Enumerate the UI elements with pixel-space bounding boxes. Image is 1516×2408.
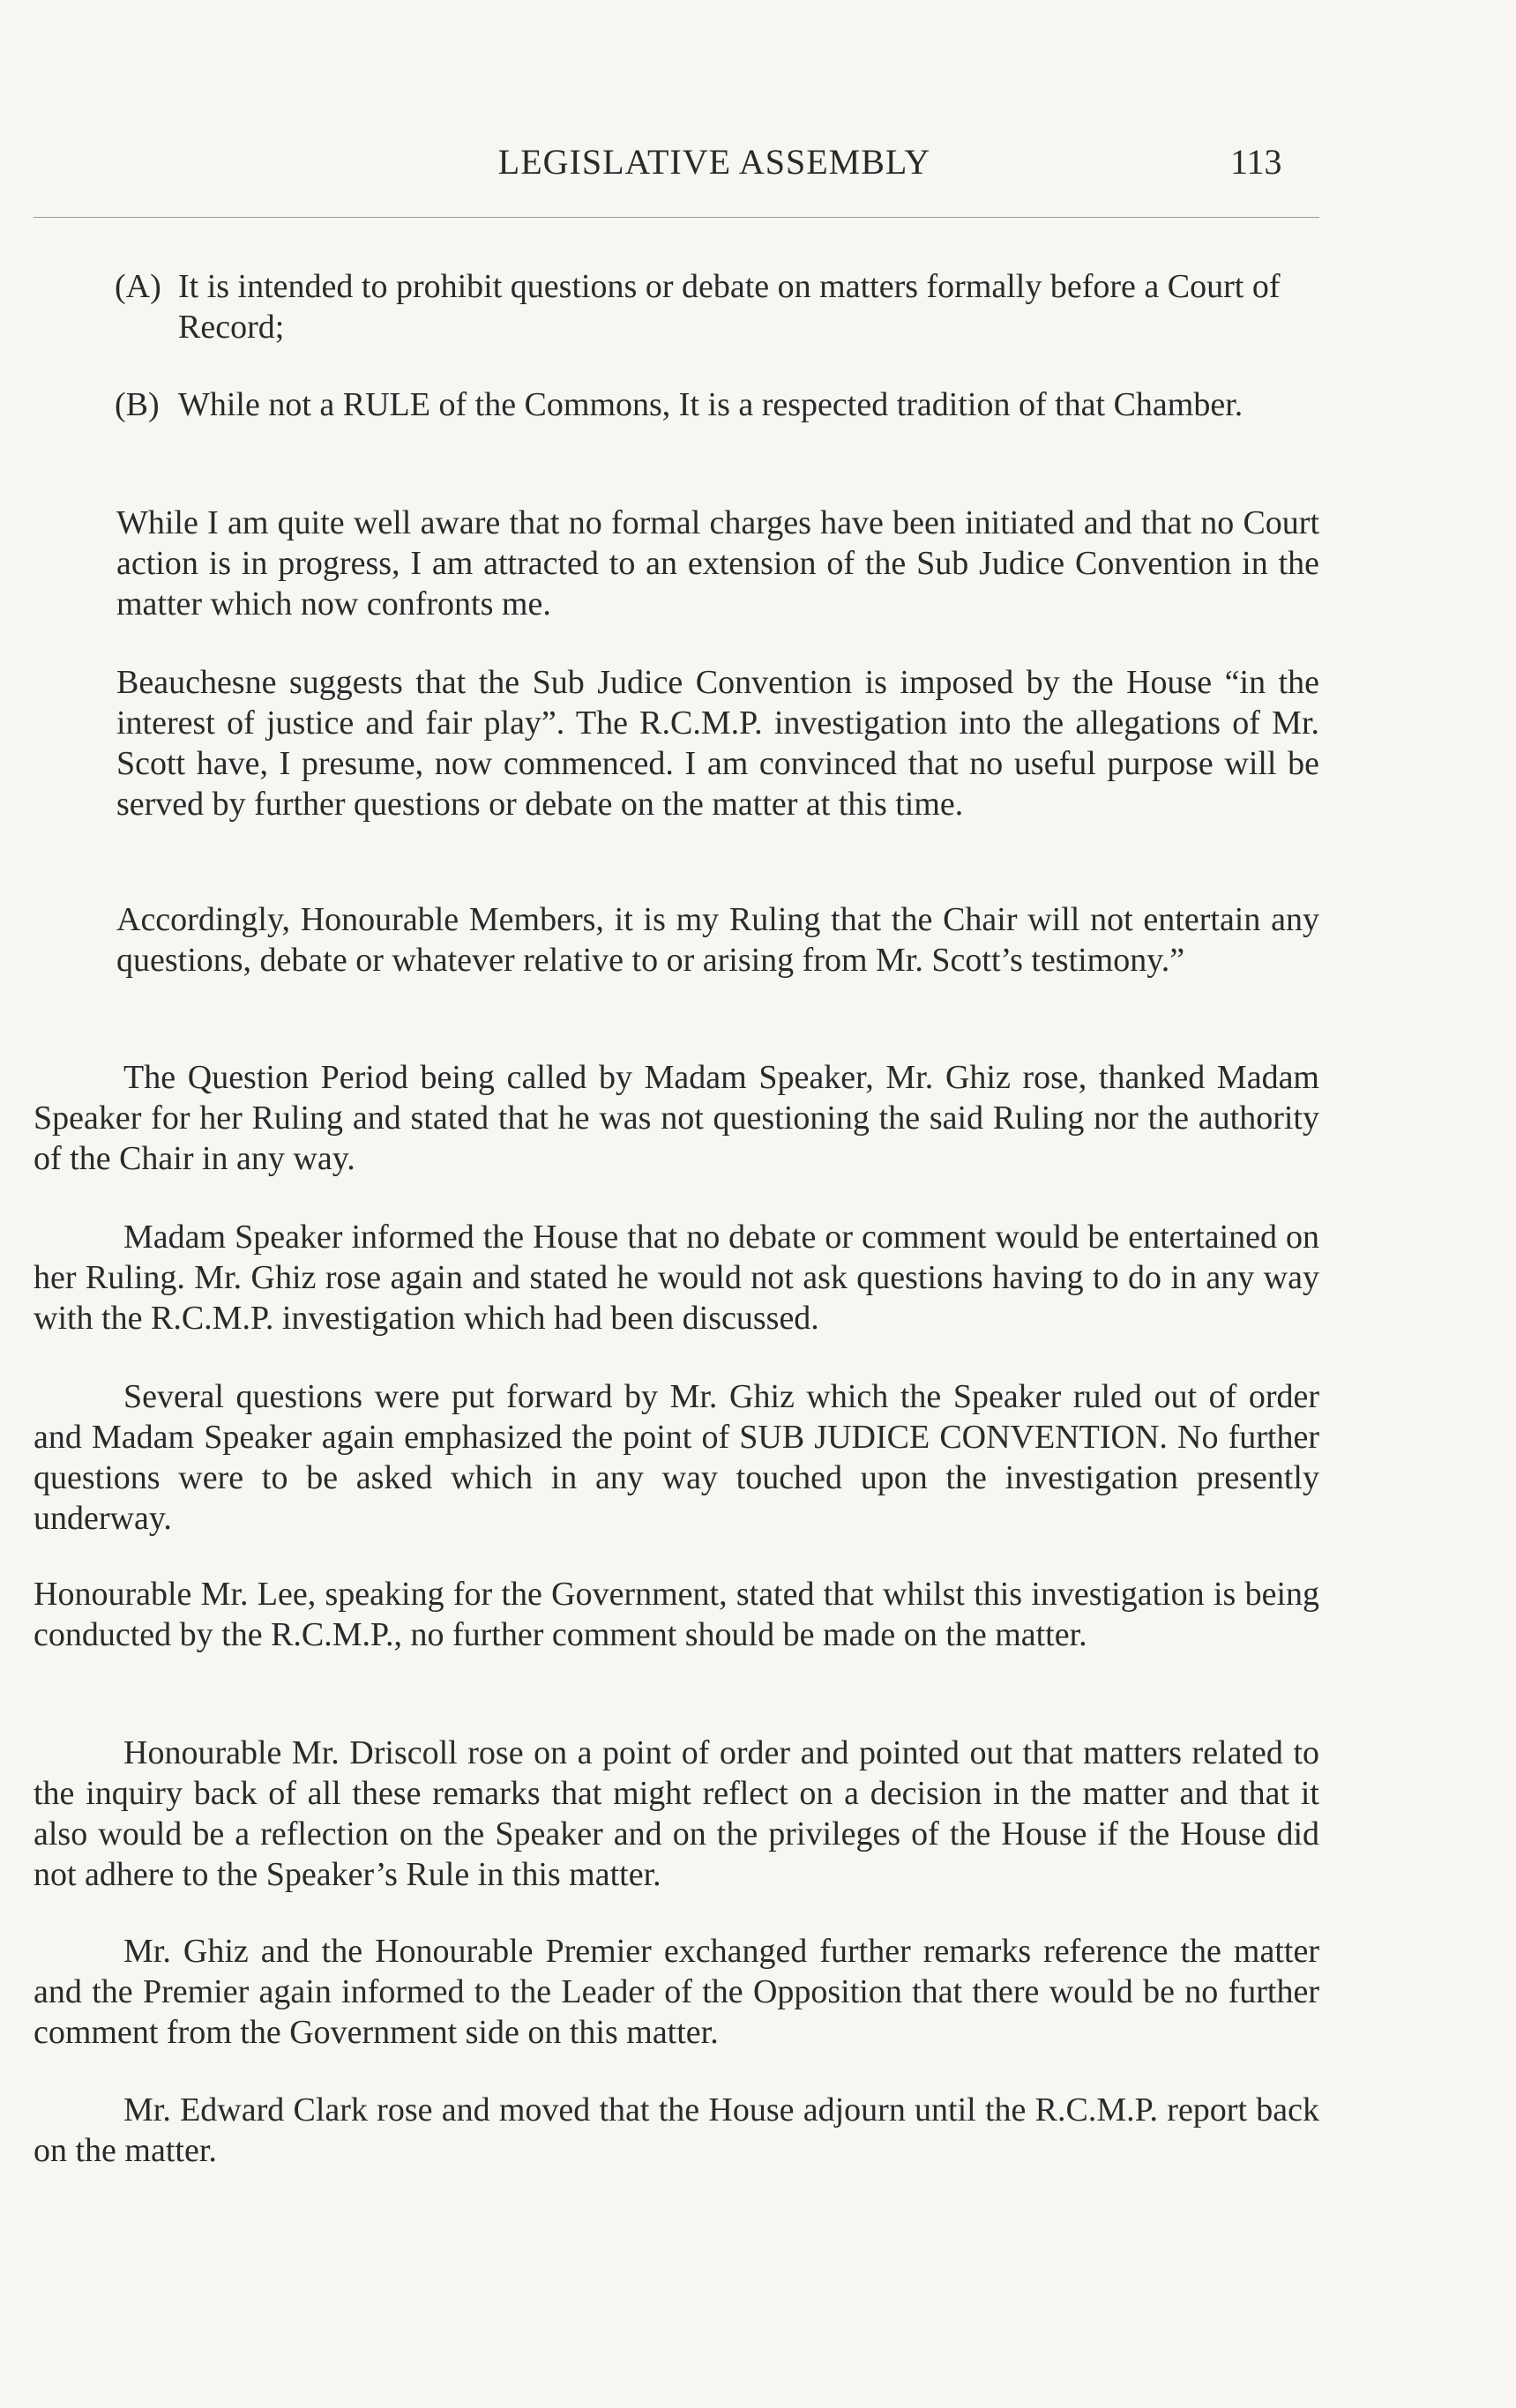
list-item-text: It is intended to prohibit questions or debate on matters formally before a Court of Record;: [178, 268, 1281, 346]
list-item-b: [115, 384, 1319, 425]
paragraph-10: Mr. Edward Clark rose and moved that the House adjourn until the R.C.M.P. report back on the matter.: [34, 2091, 1319, 2169]
list-item-marker: (A): [115, 268, 161, 305]
paragraph-2: Beauchesne suggests that the Sub Judice Convention is imposed by the House “in the interest of justice and fair play”. The R.C.M.P. investigation into the allegations of Mr. Scott have, I presume, now commenced. I am convinced that no useful purpose will be served by further questions or debate on the matter at this time.: [116, 664, 1319, 823]
paragraph-9: Mr. Ghiz and the Honourable Premier exchanged further remarks reference the matter and the Premier again informed to the Leader of the Opposition that there would be no further comment from the Government side on this matter.: [34, 1933, 1319, 2051]
running-head-title: LEGISLATIVE ASSEMBLY: [497, 142, 931, 182]
page-header: [0, 141, 1516, 187]
paragraph-7: Honourable Mr. Lee, speaking for the Government, stated that whilst this investigation is being conducted by the R.C.M.P., no further comment should be made on the matter.: [34, 1576, 1319, 1653]
paragraph-4: The Question Period being called by Madam Speaker, Mr. Ghiz rose, thanked Madam Speaker for her Ruling and stated that he was not questioning the said Ruling nor the authority of the Chair in any way.: [34, 1059, 1319, 1177]
list-item-text: While not a RULE of the Commons, It is a respected tradition of that Chamber.: [178, 386, 1243, 423]
list-item-marker: (B): [115, 386, 160, 423]
paragraph-5: Madam Speaker informed the House that no debate or comment would be entertained on her Ruling. Mr. Ghiz rose again and stated he would not ask questions having to do in any way with the R.C.M.P. investigation which had been discussed.: [34, 1219, 1319, 1337]
paragraph-6: Several questions were put forward by Mr. Ghiz which the Speaker ruled out of order and Madam Speaker again emphasized the point of SUB JUDICE CONVENTION. No further questions were to be asked which in any way touched upon the investigation presently underway.: [34, 1378, 1319, 1537]
list-item-a: [115, 266, 1319, 347]
header-rule: [34, 217, 1319, 218]
paragraph-3: Accordingly, Honourable Members, it is my Ruling that the Chair will not entertain any questions, debate or whatever relative to or arising from Mr. Scott’s testimony.”: [116, 901, 1319, 979]
paragraph-8: Honourable Mr. Driscoll rose on a point of order and pointed out that matters related to the inquiry back of all these remarks that might reflect on a decision in the matter and that it also would be a reflection on the Speaker and on the privileges of the House if the House did not adhere to the Speaker’s Rule in this matter.: [34, 1734, 1319, 1893]
paragraph-1: While I am quite well aware that no formal charges have been initiated and that no Court action is in progress, I am attracted to an extension of the Sub Judice Convention in the matter which now confronts me.: [116, 504, 1319, 623]
page-number: 113: [1230, 142, 1282, 182]
